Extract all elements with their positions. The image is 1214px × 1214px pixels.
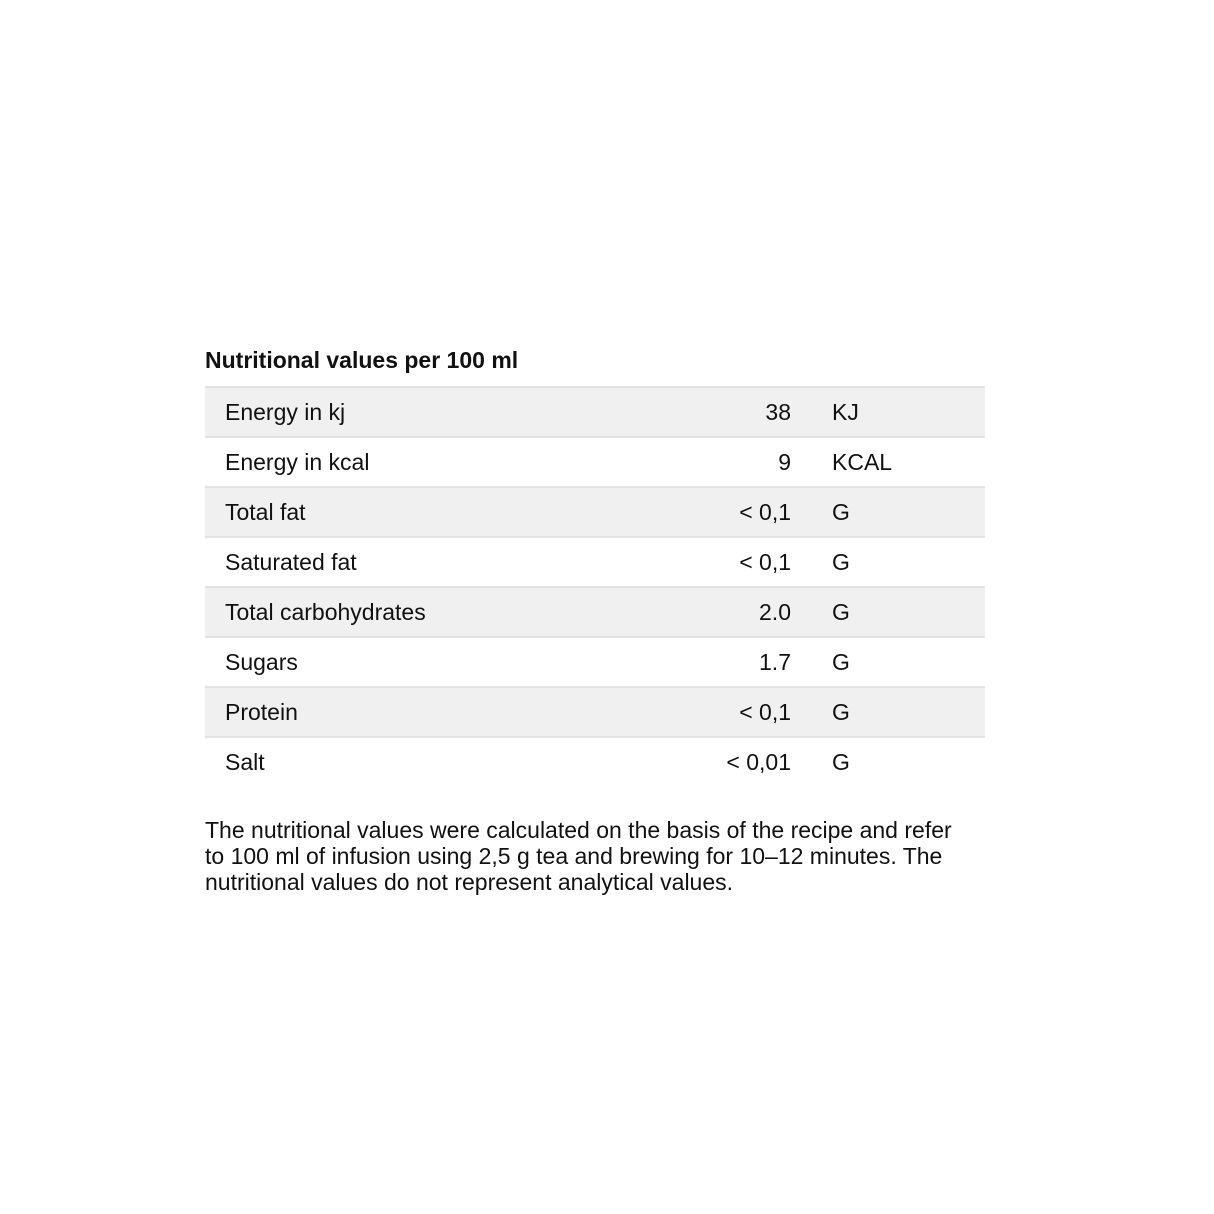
nutrient-name: Salt <box>225 749 265 775</box>
nutrient-name: Saturated fat <box>225 548 357 575</box>
table-row <box>205 687 985 737</box>
nutrient-name: Total fat <box>225 498 306 525</box>
table-row <box>205 487 985 537</box>
table-row <box>205 637 985 687</box>
nutrient-value: 1.7 <box>759 648 791 675</box>
nutrient-unit: G <box>832 749 850 775</box>
table-row <box>205 737 985 787</box>
table-row <box>205 437 985 487</box>
table-row <box>205 387 985 437</box>
nutrient-value: < 0,1 <box>739 698 791 725</box>
nutrient-name: Energy in kj <box>225 398 346 425</box>
nutrient-value: < 0,01 <box>726 749 791 775</box>
nutrient-value: 9 <box>778 448 791 475</box>
nutrient-value: < 0,1 <box>739 498 791 525</box>
table-row <box>205 587 985 637</box>
nutrient-unit: G <box>832 648 850 675</box>
nutrient-name: Energy in kcal <box>225 448 370 475</box>
nutrient-name: Protein <box>225 698 298 725</box>
nutrient-name: Total carbohydrates <box>225 598 426 625</box>
nutrient-unit: G <box>832 498 850 525</box>
nutrient-unit: KJ <box>832 398 859 425</box>
nutrition-panel <box>205 344 985 918</box>
nutrient-unit: KCAL <box>832 448 893 475</box>
nutrition-title: Nutritional values per 100 ml <box>205 347 519 373</box>
nutrient-value: < 0,1 <box>739 548 791 575</box>
nutrient-name: Sugars <box>225 648 298 675</box>
table-row <box>205 537 985 587</box>
nutrient-value: 38 <box>765 398 791 425</box>
nutrient-unit: G <box>832 548 850 575</box>
nutrient-value: 2.0 <box>759 598 791 625</box>
nutrition-table <box>205 386 985 787</box>
nutrient-unit: G <box>832 698 850 725</box>
nutrition-footnote: The nutritional values were calculated on the basis of the recipe and refer to 100 ml of infusion using 2,5 g tea and brewing for 10–12 minutes. The nutritional values do not represent analytical values. <box>205 817 952 895</box>
nutrient-unit: G <box>832 598 850 625</box>
